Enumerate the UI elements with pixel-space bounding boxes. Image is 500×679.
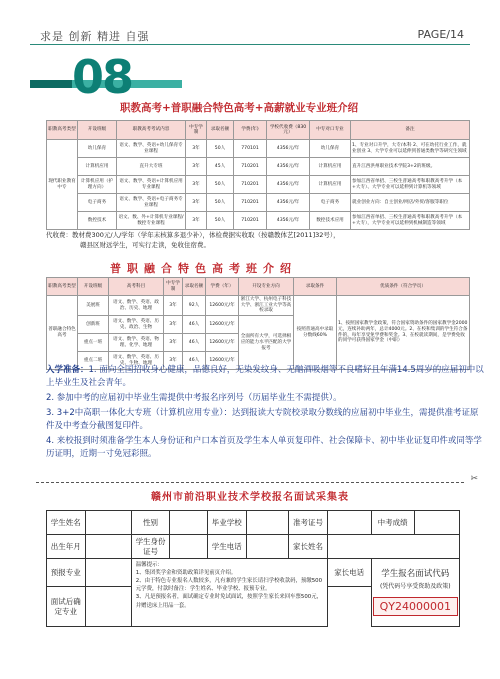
code-subtitle: (凭代码号享受资助及政策) [379,583,451,591]
requirement-item: 4. 来校报到时须准备学生本人身份证和户口本首页及学生本人单页复印件、社会保障卡、初中毕业证复印件或同等学历证明，近期一寸免冠彩照。 [46,436,482,459]
table-cell: 710201 [234,176,267,194]
table-row [47,296,470,316]
label-exam-score: 中考成绩 [371,511,414,535]
table-cell: 直升大专班 [117,158,186,176]
table-cell: 50人 [207,176,234,194]
table-header-cell: 中专学制 [186,121,207,140]
table-cell: 计算机应用 [310,158,351,176]
table-row [47,194,470,212]
table-header-cell: 录取名额 [207,121,234,140]
header-motto: 求是 创新 精进 自强 [40,30,150,43]
table-cell: 3年 [164,316,183,334]
table-header-cell: 录取条件 [294,278,337,296]
table-cell: 计算机应用（护理方向） [78,176,117,194]
table-cell: 1、专业对口升学，大专/本科 2、可在幼托行业工作，就业创业 3、大学专业可以延伸到普通类数学等研究生领域 [351,140,470,158]
table-cell: 参加江西省单招、三校生普通高考和职教高考升学（本+大专）、大学专业可以延伸到计算机等领域 [351,176,470,194]
table-cell: 770101 [234,140,267,158]
table-cell: 4356元/年 [267,176,310,194]
gender-field[interactable] [170,511,208,535]
section-number: 08 [72,50,133,104]
table-cell: 45人 [207,158,234,176]
table-cell: 语文、数、外+计算机专业课程/数控专业课程 [117,212,186,230]
exam-no-field[interactable] [327,511,371,535]
registration-form [46,510,460,627]
table-header-cell: 职教高考类型 [47,121,78,140]
table-cell: 语文、数学、英语、历史、政治、生物 [109,316,164,334]
label-parent-name: 家长姓名 [289,535,328,559]
table-cell: 3年 [186,176,207,194]
header-divider [30,44,470,45]
table-cell: 46人 [183,352,206,370]
form-row [47,559,460,587]
fees-note [46,230,476,250]
table-cell: 50人 [207,194,234,212]
grad-school-field[interactable] [246,511,289,535]
table-header-cell: 学费（年） [206,278,239,296]
table-row [47,212,470,230]
table-cell: 12600元/年 [206,316,239,334]
label-id-no: 学生身份证号 [131,535,170,559]
form-row [47,535,460,559]
table-cell: 3年 [164,334,183,352]
table-cell: 46人 [183,316,206,334]
notice-box [131,559,327,627]
table-cell: 数控技术应用 [310,212,351,230]
table-header-cell: 中专学制 [164,278,183,296]
id-no-field[interactable] [170,535,208,559]
registration-code: QY24000001 [373,597,458,617]
table-cell: 幼儿保育 [78,140,117,158]
table-row [47,140,470,158]
code-title: 学生报名面试代码 [381,568,450,579]
integration-table [46,277,470,370]
group-label: 普职融合特色高考 [47,296,78,370]
table-cell: 全面所有大学，可选择相应的能力水平匹配的大学报考 [239,316,294,370]
prereg-field[interactable] [85,559,131,587]
fees-note-line: 赣县区财远学生，可实行走读，免收住宿费。 [80,241,210,249]
table-row [47,176,470,194]
table-header-cell: 职教高考考试内容 [117,121,186,140]
table-cell: 3年 [164,296,183,316]
table-cell: 数控技术 [78,212,117,230]
table-cell: 3年 [164,352,183,370]
requirement-item: 1. 面向全国招收身心健康，品德良好，无染发纹身、无酗酒吸烟等不良嗜好且年满14.5周岁的应届初中以上毕业生及社会青年。 [46,365,484,388]
cut-line [36,482,464,483]
table-cell: 语文、数学、英语、历史、生物、地理 [109,352,164,370]
table-cell: 语文、数学、英语+电子商务专业课程 [117,194,186,212]
student-name-field[interactable] [85,511,131,535]
table-cell: 3年 [186,140,207,158]
admission-requirements [46,364,486,463]
table-cell: 计算机应用 [78,158,117,176]
table-header-cell: 职教高考类型 [47,278,78,296]
table-header-cell: 优质条件（符合学员） [337,278,470,296]
label-grad-school: 毕业学校 [207,511,246,535]
table-cell: 语文、数学、英语、物理、化学、地理 [109,334,164,352]
table-cell: 语文、数学、英语、政治、历史、地理 [109,296,164,316]
table-header-cell: 录取名额 [183,278,206,296]
table-cell: 幼儿保育 [310,140,351,158]
form-row [47,511,460,535]
table-header-cell: 开设专业方向 [239,278,294,296]
table-cell: 3年 [186,212,207,230]
table-header-cell: 高考科目 [109,278,164,296]
table-cell: 4356元/年 [267,212,310,230]
table-row [47,158,470,176]
table-cell: 美展班 [78,296,109,316]
notice-item: 2、由于特色专业报名人数较多，凡有兼的学生家长请扫学校收款码，预缴500元学费，付款时备注：学生姓名、毕业学校、报预专业。 [135,578,323,593]
table-header-row [47,278,470,296]
table-cell: 语文、数学、英语+计算机应用专业课程 [117,176,186,194]
table-header-cell: 备注 [351,121,470,140]
label-student-phone: 学生电话 [207,535,246,559]
label-birth: 出生年月 [47,535,86,559]
parent-name-field[interactable] [327,535,459,559]
birth-field[interactable] [85,535,131,559]
exam-score-field[interactable] [414,511,459,535]
table-cell: 12600元/年 [206,352,239,370]
scissors-icon: ✂ [470,474,478,484]
programs-table [46,120,470,230]
label-gender: 性别 [131,511,170,535]
table-cell: 4356元/年 [267,194,310,212]
table-cell: 电子商务 [310,194,351,212]
notice-item: 3、凡是预报名者，面试确定专业时免试面试，按照学生家长来回车票500元，并赠送床上用品一套。 [135,594,323,609]
label-parent-phone: 家长电话 [327,559,371,587]
table-cell: 710201 [234,212,267,230]
table-cell: 3年 [186,194,207,212]
requirements-heading: 入学准备： [46,365,89,375]
label-exam-no: 准考证号 [289,511,328,535]
fees-note-line: 代收费：教材费300元/人/学年（学年末核算多退少补），体检费据实收取（按赣教体艺[2011]32号）， [46,231,340,239]
table-header-cell: 开设班级 [78,278,109,296]
table-cell: 50人 [207,212,234,230]
notice-title: 温馨提示： [135,562,163,568]
admission-condition: 按照普通高中录取分数线60% [294,296,337,370]
table-cell: 创新班 [78,316,109,334]
table-header-cell: 中专对口专业 [310,121,351,140]
table-cell: 重点一班 [78,334,109,352]
table-cell: 浙江大学、杭州电子科技大学、浙江工业大学等高校录取 [239,296,294,316]
label-prereg: 预报专业 [47,559,86,587]
label-interview-major: 面试后确定专业 [47,587,86,627]
perks-cell: 1、按照国家教学金政策，符合国家资助条件的国家教学金2000元，连续补助两年，总计4000元。2、在校和集训的学生符合条件的，每年享受免学费和奖金。3、在校就读期间，是学费免收的同学可获得国家学金（中职） [337,296,470,370]
table-header-cell: 开设班级 [78,121,117,140]
table-cell: 电子商务 [78,194,117,212]
table-cell: 710201 [234,158,267,176]
table-cell: 92人 [183,296,206,316]
table-cell: 12600元/年 [206,334,239,352]
requirement-item: 3. 3+2中高职一体化大专班（计算机应用专业）：达到报读大专院校录取分数线的应届初中毕业生，需提供准考证原件及中考查分截图复印件。 [46,408,479,431]
table-cell: 计算机应用 [310,176,351,194]
table-cell: 参加江西省单招、三校生普通高考和职教高考升学（本+大专），大学专业可以延伸到机械制造等领域 [351,212,470,230]
table-cell: 直升江西洪州职业技术学院3+2的班级。 [351,158,470,176]
form-title: 赣州市前沿职业技术学校报名面试采集表 [151,492,349,503]
table-cell: 就业创业方向：自主创业/网店/外贸/客服等职位 [351,194,470,212]
table-cell: 50人 [207,140,234,158]
requirement-item: 2. 参加中考的应届初中毕业生需提供中考报名序列号（历届毕业生不需提供）。 [46,393,342,403]
table-cell: 710201 [234,194,267,212]
student-phone-field[interactable] [246,535,289,559]
table2-title: 普职融合特色高考班介绍 [110,262,297,275]
table-cell: 语文、数学、英语+幼儿保育专业课程 [117,140,186,158]
table-cell: 4356元/年 [267,158,310,176]
table-cell: 4356元/年 [267,140,310,158]
accent-bar-dark [30,80,72,88]
table-header-row [47,121,470,140]
code-panel [371,559,459,627]
table-cell: 46人 [183,334,206,352]
group-label: 现代职业教育中专 [47,140,78,230]
interview-major-field[interactable] [85,587,131,627]
table1-title: 职教高考+普职融合特色高考+高薪就业专业班介绍 [120,102,359,114]
table-cell: 3年 [186,158,207,176]
label-student-name: 学生姓名 [47,511,86,535]
table-cell: 12600元/年 [206,296,239,316]
notice-item: 1、集团奖学金和资助政策详见前页介绍。 [135,570,237,577]
table-cell: 重点二班 [78,352,109,370]
page-number: PAGE/14 [417,28,464,41]
table-header-cell: 学费(年) [234,121,267,140]
table-header-cell: 学校代收费（830元） [267,121,310,140]
